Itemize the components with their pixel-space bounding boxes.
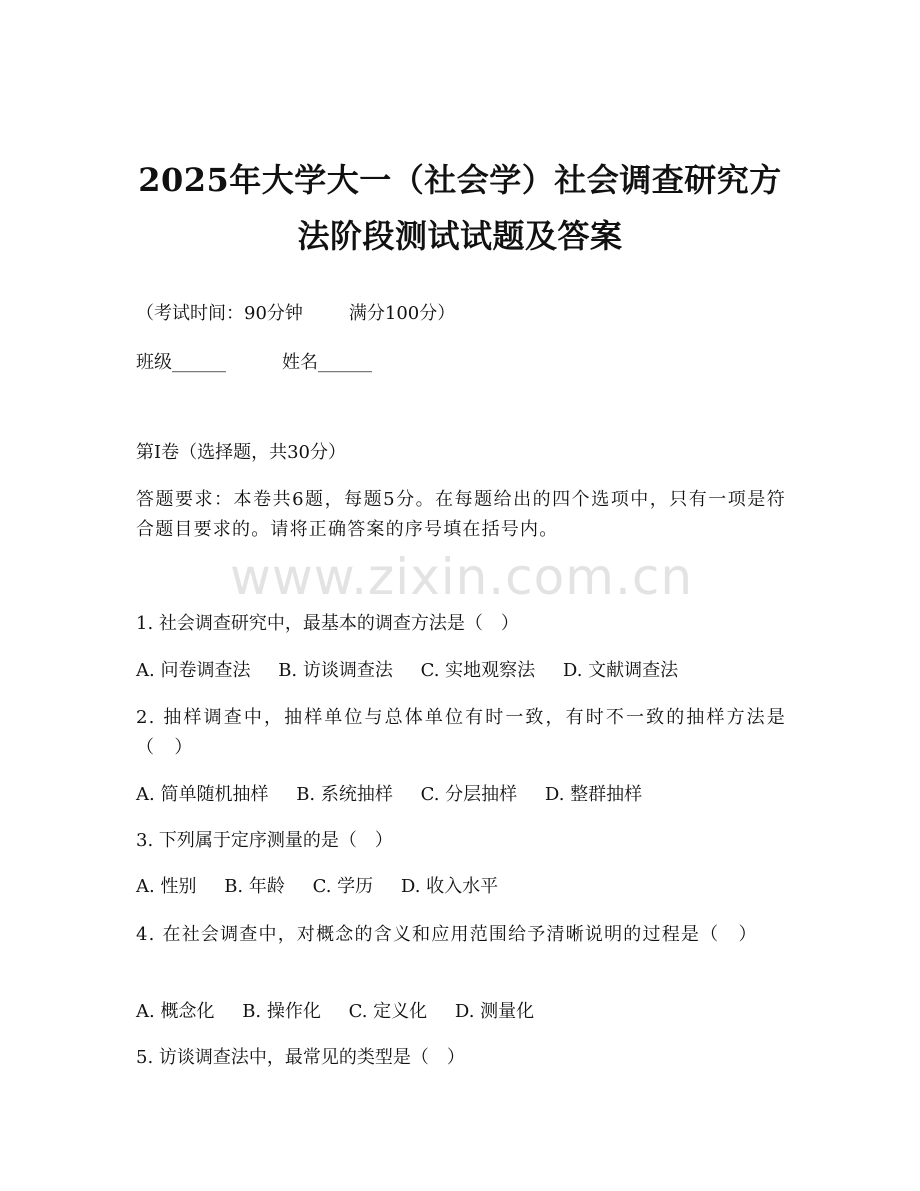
option-d: D. 整群抽样 bbox=[544, 784, 643, 805]
option-d: D. 收入水平 bbox=[400, 876, 499, 897]
title-line-1: 2025年大学大一（社会学）社会调查研究方 bbox=[138, 161, 782, 199]
question-4-stem: 4. 在社会调查中，对概念的含义和应用范围给予清晰说明的过程是（ ） bbox=[136, 924, 758, 945]
class-field: 班级______ bbox=[136, 352, 226, 373]
exam-info bbox=[136, 302, 455, 326]
option-a: A. 问卷调查法 bbox=[136, 660, 251, 681]
page-title bbox=[60, 152, 860, 264]
option-a: A. 概念化 bbox=[136, 1001, 215, 1022]
question-3-options bbox=[136, 875, 498, 899]
title-line-2: 法阶段测试试题及答案 bbox=[297, 217, 623, 255]
watermark: www.zixin.com.cn bbox=[230, 548, 694, 606]
option-c: C. 分层抽样 bbox=[420, 784, 518, 805]
option-c: C. 实地观察法 bbox=[420, 660, 536, 681]
option-a: A. 性别 bbox=[136, 876, 197, 897]
question-1-stem: 1. 社会调查研究中，最基本的调查方法是（ ） bbox=[136, 613, 519, 634]
name-field: 姓名______ bbox=[282, 352, 372, 373]
option-d: D. 文献调查法 bbox=[562, 660, 679, 681]
question-3-stem: 3. 下列属于定序测量的是（ ） bbox=[136, 830, 393, 851]
option-c: C. 定义化 bbox=[348, 1001, 428, 1022]
option-b: B. 访谈调查法 bbox=[278, 660, 393, 681]
question-1-options bbox=[136, 659, 678, 683]
question-5-stem: 5. 访谈调查法中，最常见的类型是（ ） bbox=[136, 1047, 465, 1068]
exam-score: 满分100分） bbox=[348, 303, 456, 324]
option-b: B. 系统抽样 bbox=[296, 784, 393, 805]
option-d: D. 测量化 bbox=[454, 1001, 535, 1022]
option-a: A. 简单随机抽样 bbox=[136, 784, 269, 805]
section-heading: 第I卷（选择题，共30分） bbox=[136, 442, 347, 463]
question-2-options bbox=[136, 783, 642, 807]
option-c: C. 学历 bbox=[312, 876, 374, 897]
option-b: B. 操作化 bbox=[242, 1001, 321, 1022]
question-4-options bbox=[136, 1000, 534, 1024]
question-2-stem: 2. 抽样调查中，抽样单位与总体单位有时一致，有时不一致的抽样方法是（ ） bbox=[136, 707, 786, 758]
student-info bbox=[136, 351, 372, 375]
option-b: B. 年龄 bbox=[224, 876, 285, 897]
exam-time: （考试时间：90分钟 bbox=[136, 303, 303, 324]
section-instructions: 答题要求：本卷共6题，每题5分。在每题给出的四个选项中，只有一项是符合题目要求的。请将正确答案的序号填在括号内。 bbox=[136, 489, 786, 540]
